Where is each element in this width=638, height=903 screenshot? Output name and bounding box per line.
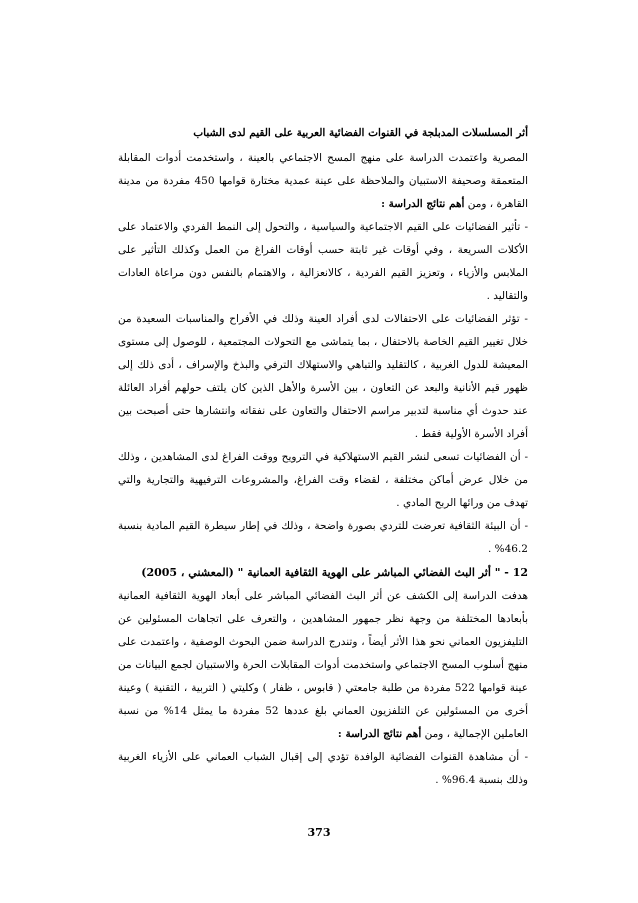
finding-1: - تأثير الفضائيات على القيم الاجتماعية والسياسية ، والتحول إلى النمط الفردي والاعتماد على الأكلات السريعة ، وفي أوقات غير ثابتة حسب أوقات الفراغ من العمل وكذلك التأثير على الملابس والأزياء ، وتعزيز القيم الفردية ، كالانعزالية ، والاهتمام بالنفس دون مراعاة العادات والتقاليد .: [118, 221, 528, 302]
finding-4: - أن البيئة الثقافية تعرضت للتردي بصورة واضحة ، وذلك في إطار سيطرة القيم المادية بنسبة 46.2% .: [118, 520, 528, 555]
finding-2: - تؤثر الفضائيات على الاحتفالات لدى أفراد العينة وذلك في الأفراح والمناسبات السعيدة من خلال تغيير القيم الخاصة بالاحتفال ، بما يتماشى مع التحولات المجتمعية ، للوصول إلى مستوى المعيشة للدول الغربية ، كالتقليد والتباهي والاستهلاك الترفي والبذخ والإسراف ، أدى ذلك إلى ظهور قيم الأنانية والبعد عن التعاون ، بين الأسرة والأهل الذين كان يلتف حولهم أفراد العائلة عند حدوث أي مناسبة لتدبير مراسم الاحتفال والتعاون على نفقاته وانتشارها حتى أصبحت بين أفراد الأسرة الأولية فقط .: [118, 313, 528, 440]
section-12-body: هدفت الدراسة إلى الكشف عن أثر البث الفضائي المباشر على أبعاد الهوية الثقافية العمانية بأبعادها المختلفة من وجهة نظر جمهور المشاهدين ، والتعرف على اتجاهات المسئولين عن التليفزيون العماني نحو هذا الأثر أيضاً ، وتندرج الدراسة ضمن البحوث الوصفية ، واعتمدت على منهج أسلوب المسح الاجتماعي واستخدمت أدوات المقابلات الحرة والاستبيان لجمع البيانات من عينة قوامها 522 مفردة من طلبة جامعتي ( قابوس ، ظفار ) وكليتي ( التربية ، التقنية ) وعينة أخرى من المسئولين عن التلفزيون العماني بلغ عددها 52 مفردة ما يمثل 14% من نسبة العاملين الإجمالية ، ومن: [118, 590, 528, 740]
page-title: أثر المسلسلات المدبلجة في القنوات الفضائية العربية على القيم لدى الشباب: [193, 127, 528, 139]
section-12-paragraph: [118, 585, 528, 746]
intro-results-label: أهم نتائج الدراسة :: [381, 198, 465, 210]
section-12-finding-1: - أن مشاهدة القنوات الفضائية الوافدة تؤدي إلى إقبال الشباب العماني على الأزياء الغربية وذلك بنسبة 96.4% .: [118, 751, 528, 786]
page-body: [118, 122, 528, 792]
finding-3: - أن الفضائيات تسعى لنشر القيم الاستهلاكية في الترويح ووقت الفراغ لدى المشاهدين ، وذلك من خلال عرض أماكن مختلفة ، لقضاء وقت الفراغ، والمشروعات الترفيهية والتجارية والتي تهدف من ورائها الربح المادي .: [118, 451, 528, 509]
page-number: 373: [307, 826, 331, 839]
section-12-heading: 12 - " أثر البث الفضائي المباشر على الهوية الثقافية العمانية " (المعشني ، 2005): [141, 566, 528, 579]
section-12-results-label: أهم نتائج الدراسة :: [337, 728, 422, 740]
intro-paragraph: [118, 147, 528, 216]
intro-text: المصرية واعتمدت الدراسة على منهج المسح الاجتماعي بالعينة ، واستخدمت أدوات المقابلة المتعمقة وصحيفة الاستبيان والملاحظة على عينة عمدية مختارة قوامها 450 مفردة من مدينة القاهرة ، ومن: [118, 152, 528, 210]
